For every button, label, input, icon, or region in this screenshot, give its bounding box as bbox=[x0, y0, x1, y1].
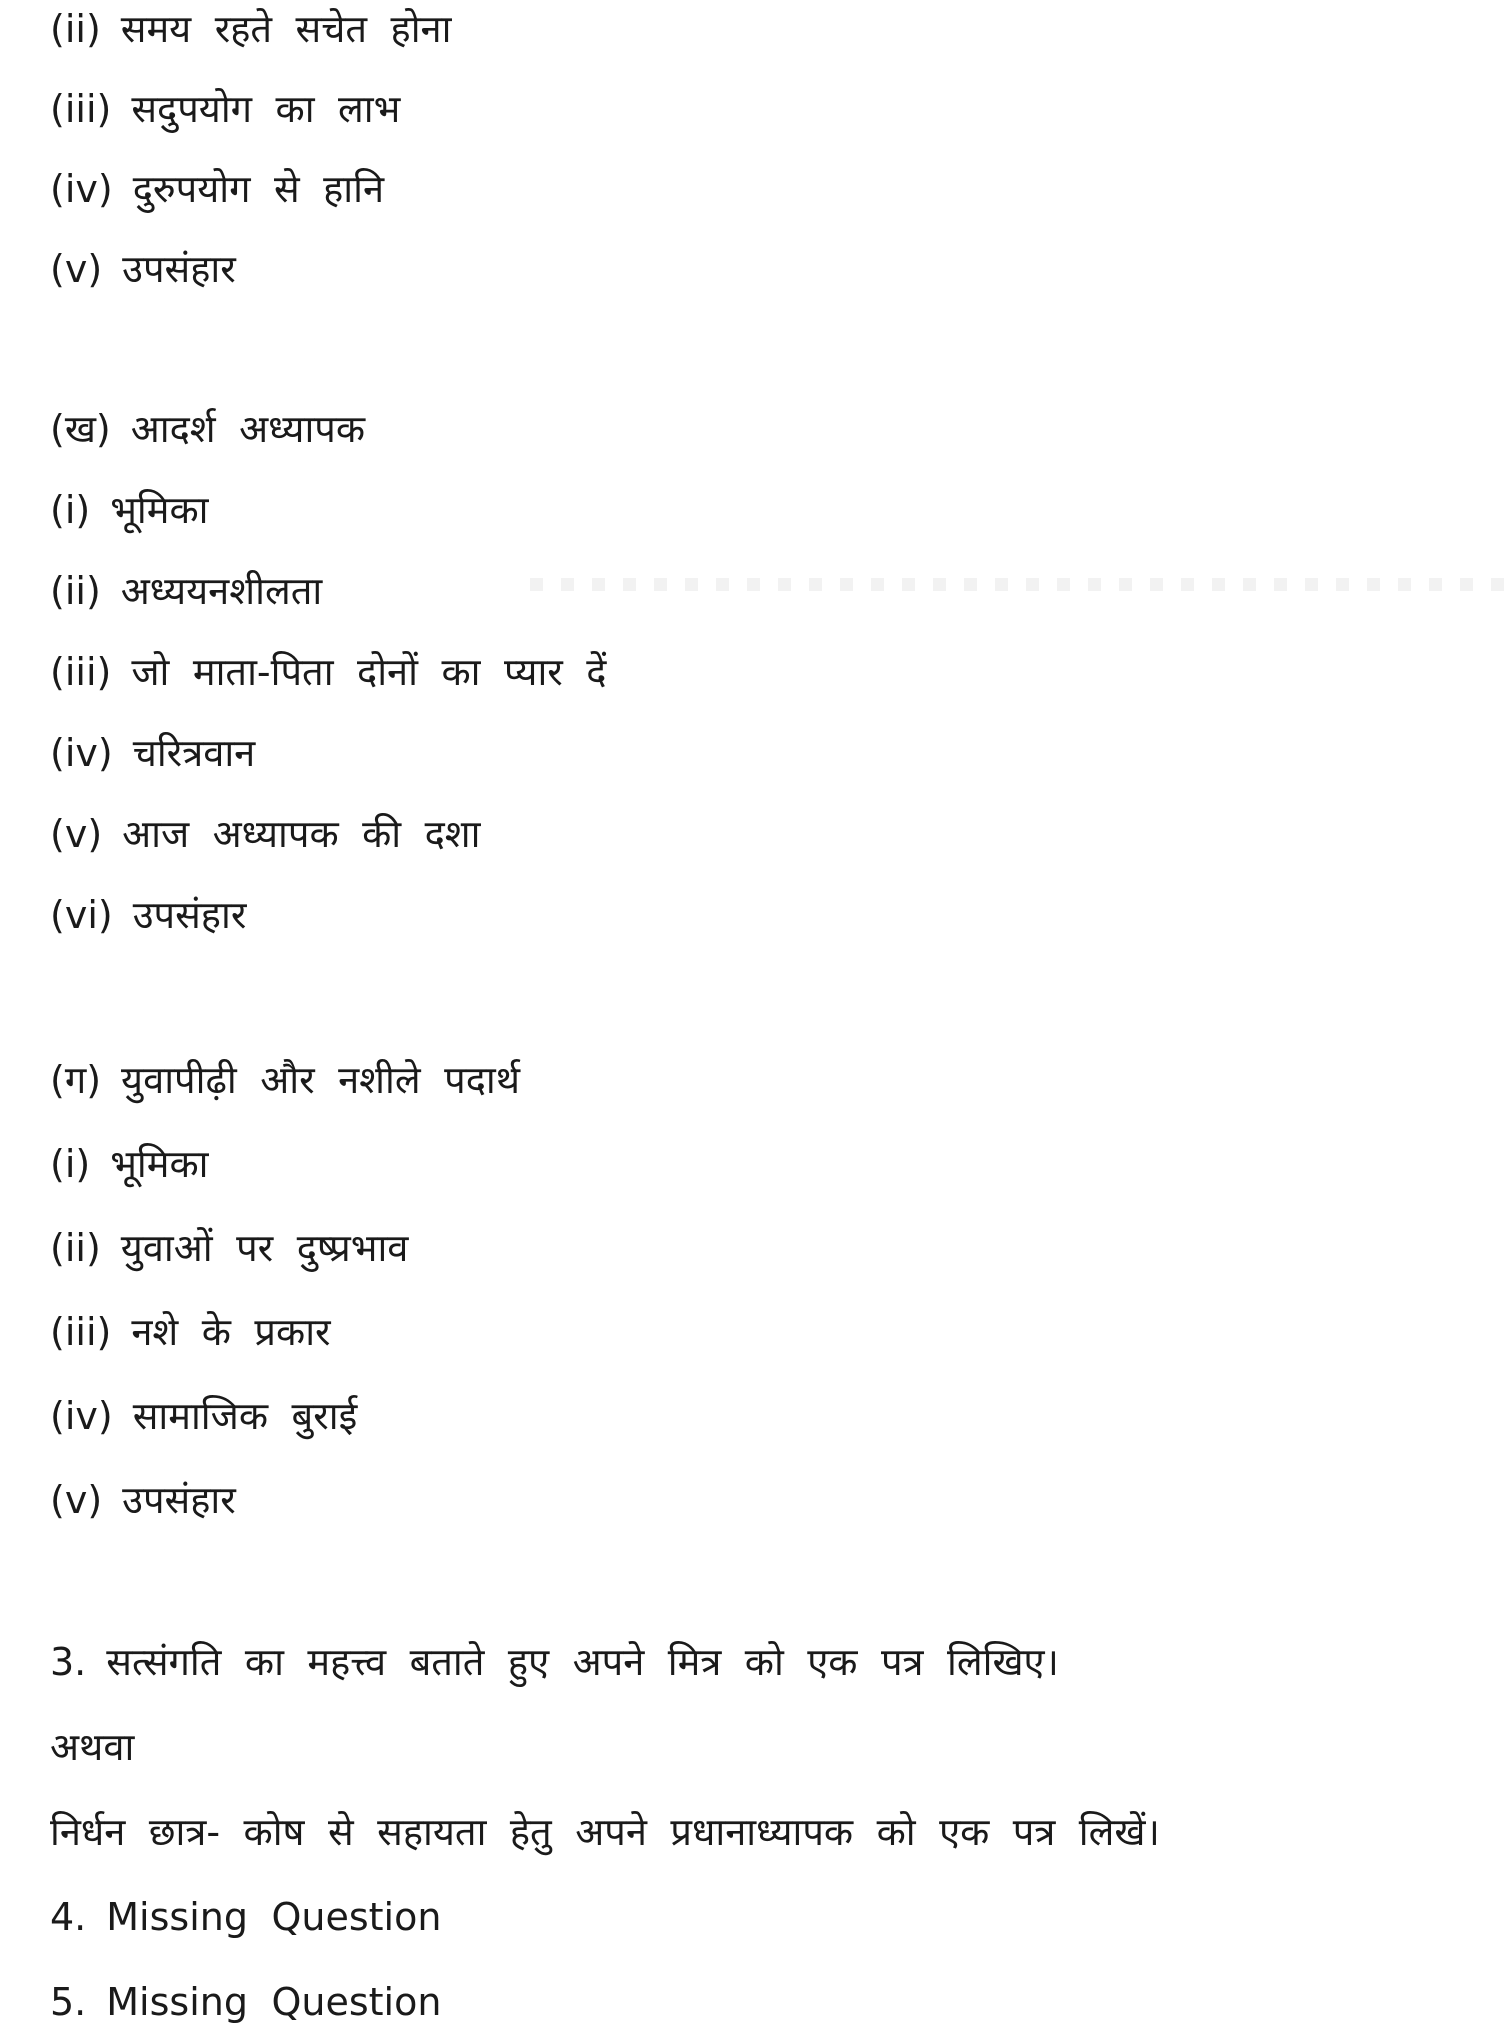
item-text: अध्ययनशीलता bbox=[120, 569, 323, 613]
item-marker: (ii) bbox=[50, 7, 101, 51]
item-marker: (iv) bbox=[50, 167, 113, 211]
heading-text: युवापीढ़ी और नशीले पदार्थ bbox=[121, 1058, 520, 1102]
item-text: युवाओं पर दुष्प्रभाव bbox=[120, 1226, 409, 1270]
question-number: 5. bbox=[50, 1980, 87, 2024]
item-marker: (i) bbox=[50, 488, 91, 532]
item-text: सदुपयोग का लाभ bbox=[131, 87, 401, 131]
or-separator bbox=[50, 1722, 1475, 1772]
outline-item bbox=[50, 728, 1475, 778]
item-marker: (ii) bbox=[50, 569, 101, 613]
outline-item bbox=[50, 647, 1475, 697]
item-marker: (iii) bbox=[50, 87, 112, 131]
outline-heading bbox=[50, 1055, 1475, 1105]
question-number: 3. bbox=[50, 1640, 87, 1684]
item-text: उपसंहार bbox=[132, 893, 247, 937]
item-text: उपसंहार bbox=[122, 1478, 236, 1522]
heading-marker: (ख) bbox=[50, 407, 111, 451]
outline-item bbox=[50, 1391, 1475, 1441]
question-item bbox=[50, 1977, 1475, 2027]
or-separator-text: अथवा bbox=[50, 1725, 135, 1769]
item-text: दुरुपयोग से हानि bbox=[132, 167, 385, 211]
questions-section bbox=[50, 1559, 1475, 2027]
essay-outline-section-b bbox=[50, 324, 1475, 940]
question-alt bbox=[50, 1807, 1475, 1857]
item-text: भूमिका bbox=[110, 488, 209, 532]
question-alt-text: निर्धन छात्र- कोष से सहायता हेतु अपने प्रधानाध्यापक को एक पत्र लिखें। bbox=[50, 1810, 1160, 1854]
question-item bbox=[50, 1892, 1475, 1942]
item-text: सामाजिक बुराई bbox=[132, 1394, 358, 1438]
item-marker: (iv) bbox=[50, 1394, 113, 1438]
outline-item bbox=[50, 244, 1475, 294]
heading-text: आदर्श अध्यापक bbox=[130, 407, 366, 451]
outline-item bbox=[50, 485, 1475, 535]
outline-item bbox=[50, 84, 1475, 134]
heading-marker: (ग) bbox=[50, 1058, 102, 1102]
item-marker: (ii) bbox=[50, 1226, 101, 1270]
outline-item bbox=[50, 809, 1475, 859]
outline-item bbox=[50, 1307, 1475, 1357]
item-marker: (v) bbox=[50, 812, 103, 856]
essay-outline-section-c bbox=[50, 971, 1475, 1525]
item-text: जो माता-पिता दोनों का प्यार दें bbox=[131, 650, 607, 694]
question-text: सत्संगति का महत्त्व बताते हुए अपने मित्र को एक पत्र लिखिए। bbox=[106, 1640, 1059, 1684]
item-text: भूमिका bbox=[110, 1142, 209, 1186]
essay-outline-continued bbox=[50, 4, 1475, 294]
outline-item bbox=[50, 890, 1475, 940]
item-marker: (iii) bbox=[50, 1310, 112, 1354]
item-text: नशे के प्रकार bbox=[131, 1310, 331, 1354]
outline-item bbox=[50, 4, 1475, 54]
outline-heading bbox=[50, 404, 1475, 454]
outline-item bbox=[50, 566, 1475, 616]
item-text: आज अध्यापक की दशा bbox=[122, 812, 481, 856]
question-number: 4. bbox=[50, 1895, 87, 1939]
item-text: उपसंहार bbox=[122, 247, 236, 291]
item-marker: (i) bbox=[50, 1142, 91, 1186]
item-text: समय रहते सचेत होना bbox=[120, 7, 452, 51]
scan-artifact-dotted-line bbox=[530, 578, 1505, 591]
item-marker: (iv) bbox=[50, 731, 113, 775]
outline-item bbox=[50, 1223, 1475, 1273]
item-marker: (vi) bbox=[50, 893, 113, 937]
question-item bbox=[50, 1637, 1475, 1687]
item-text: चरित्रवान bbox=[132, 731, 256, 775]
outline-item bbox=[50, 164, 1475, 214]
item-marker: (v) bbox=[50, 247, 103, 291]
question-text: Missing Question bbox=[106, 1980, 442, 2024]
question-text: Missing Question bbox=[106, 1895, 442, 1939]
outline-item bbox=[50, 1475, 1475, 1525]
item-marker: (iii) bbox=[50, 650, 112, 694]
item-marker: (v) bbox=[50, 1478, 103, 1522]
outline-item bbox=[50, 1139, 1475, 1189]
